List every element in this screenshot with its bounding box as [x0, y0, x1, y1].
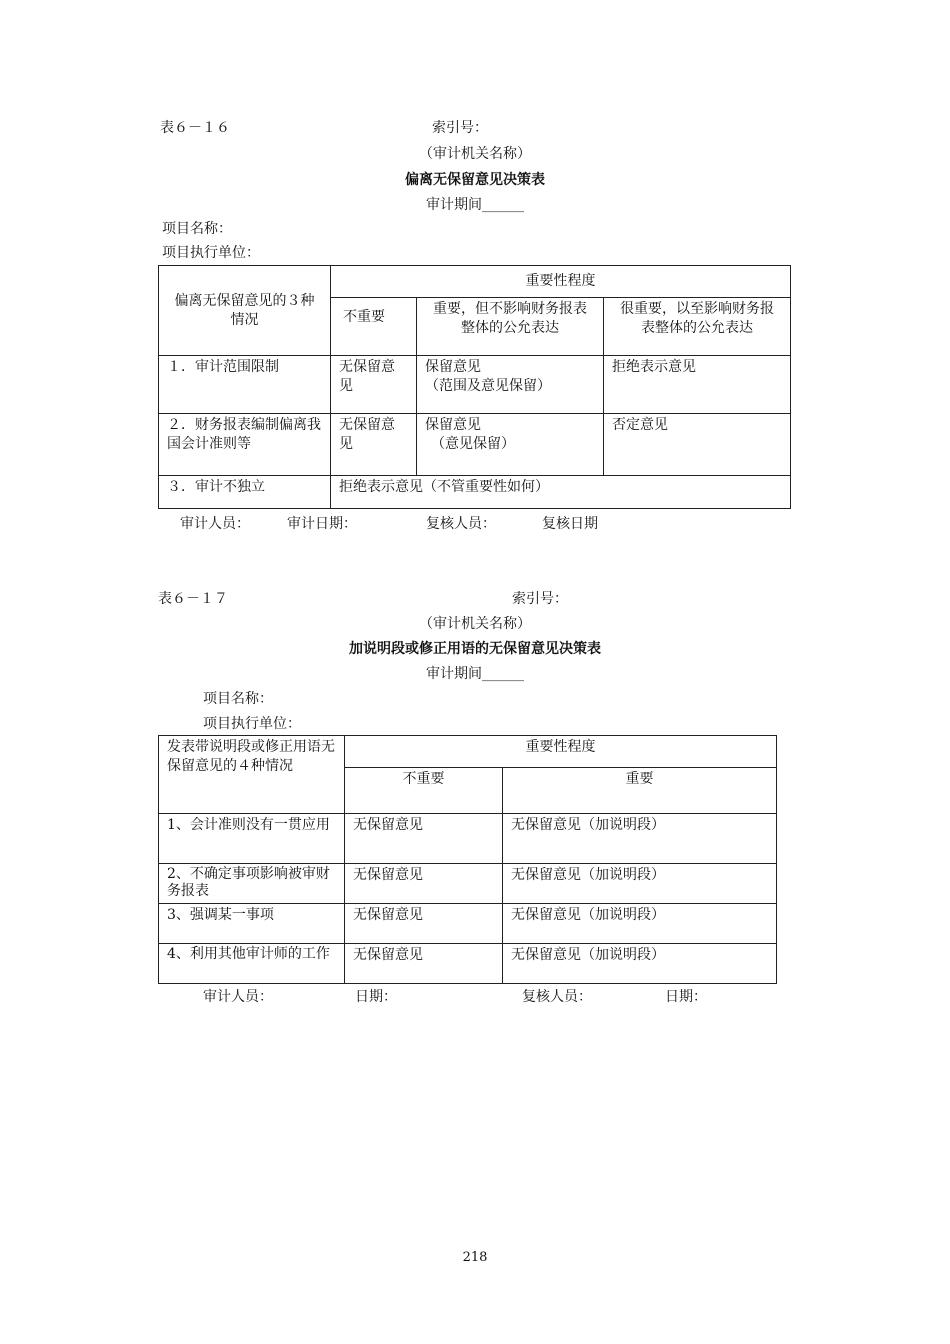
decision-table-6-16 [158, 265, 791, 509]
footer-review-date: 日期： [665, 989, 707, 1005]
row-important-opinion [417, 414, 604, 476]
footer-auditor: 审计人员： [203, 989, 273, 1005]
project-unit-label: 项目执行单位： [162, 245, 260, 261]
index-label: 索引号： [512, 591, 568, 607]
table-title: 加说明段或修正用语的无保留意见决策表 [349, 641, 601, 657]
footer-audit-date: 审计日期： [287, 516, 357, 532]
row-important-opinion: 无保留意见（加说明段） [503, 814, 777, 864]
row-case: １．审计范围限制 [159, 356, 331, 414]
footer-date: 日期： [355, 989, 397, 1005]
opinion-text: 保留意见 [425, 359, 481, 375]
project-name-label: 项目名称： [203, 691, 273, 707]
row-opinion-all: 拒绝表示意见（不管重要性如何） [331, 476, 791, 509]
footer-reviewer: 复核人员： [522, 989, 592, 1005]
header-materiality: 重要性程度 [345, 736, 777, 768]
project-unit-label: 项目执行单位： [203, 716, 301, 732]
col-important: 重要 [503, 768, 777, 814]
col-important: 重要，但不影响财务报表整体的公允表达 [417, 298, 604, 356]
index-label: 索引号： [432, 120, 488, 136]
col-very-important: 很重要，以至影响财务报表整体的公允表达 [604, 298, 791, 356]
decision-table-6-17 [158, 735, 777, 984]
row-very-important-opinion: 否定意见 [604, 414, 791, 476]
row-not-important-opinion: 无保留意见 [345, 814, 503, 864]
row-not-important-opinion: 无保留意见 [345, 864, 503, 904]
row-important-opinion [417, 356, 604, 414]
opinion-note: （范围及意见保留） [425, 378, 551, 394]
table-row [159, 944, 777, 984]
row-not-important-opinion: 无保留意见 [331, 414, 417, 476]
org-name: （审计机关名称） [419, 146, 531, 162]
row-case: 4、利用其他审计师的工作 [159, 944, 345, 984]
org-name: （审计机关名称） [419, 616, 531, 632]
opinion-note: （意见保留） [431, 436, 515, 452]
row-not-important-opinion: 无保留意见 [331, 356, 417, 414]
footer-reviewer: 复核人员： [426, 516, 496, 532]
audit-period: 审计期间______ [426, 666, 524, 682]
header-cases: 发表带说明段或修正用语无保留意见的４种情况 [159, 736, 345, 814]
row-important-opinion: 无保留意见（加说明段） [503, 944, 777, 984]
row-case: 2、不确定事项影响被审财务报表 [159, 864, 345, 904]
opinion-text: 保留意见 [425, 417, 481, 433]
table-row [159, 476, 791, 509]
col-not-important: 不重要 [331, 298, 417, 356]
header-materiality: 重要性程度 [331, 266, 791, 298]
footer-auditor: 审计人员： [180, 516, 250, 532]
table-number: 表６－１６ [160, 120, 230, 136]
row-very-important-opinion: 拒绝表示意见 [604, 356, 791, 414]
row-not-important-opinion: 无保留意见 [345, 904, 503, 944]
table-title: 偏离无保留意见决策表 [405, 172, 545, 188]
page-number: 218 [462, 1250, 488, 1265]
col-not-important: 不重要 [345, 768, 503, 814]
table-row [159, 904, 777, 944]
row-not-important-opinion: 无保留意见 [345, 944, 503, 984]
row-case: 3、强调某一事项 [159, 904, 345, 944]
table-row [159, 414, 791, 476]
table-row [159, 864, 777, 904]
footer-review-date: 复核日期 [542, 516, 598, 532]
row-case: 1、会计准则没有一贯应用 [159, 814, 345, 864]
audit-period: 审计期间______ [426, 197, 524, 213]
row-important-opinion: 无保留意见（加说明段） [503, 904, 777, 944]
table-row [159, 814, 777, 864]
project-name-label: 项目名称： [162, 221, 232, 237]
table-row [159, 356, 791, 414]
header-cases: 偏离无保留意见的３种情况 [159, 266, 331, 356]
row-important-opinion: 无保留意见（加说明段） [503, 864, 777, 904]
row-case: ２．财务报表编制偏离我国会计准则等 [159, 414, 331, 476]
table-number: 表６－１７ [158, 591, 228, 607]
row-case: ３．审计不独立 [159, 476, 331, 509]
